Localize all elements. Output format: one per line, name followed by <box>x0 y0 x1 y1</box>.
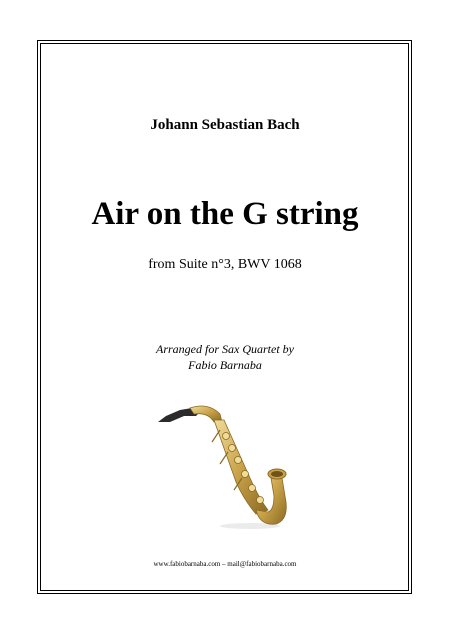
piece-title: Air on the G string <box>91 196 359 232</box>
arranger-name: Fabio Barnaba <box>188 358 262 372</box>
saxophone-icon <box>150 392 300 532</box>
piece-subtitle: from Suite n°3, BWV 1068 <box>148 257 302 272</box>
footer-contact: www.fabiobarnaba.com – mail@fabiobarnaba.com <box>153 560 297 568</box>
arranger-credit <box>0 341 450 373</box>
arranged-for-line: Arranged for Sax Quartet by <box>156 342 294 356</box>
composer-name: Johann Sebastian Bach <box>150 117 300 133</box>
